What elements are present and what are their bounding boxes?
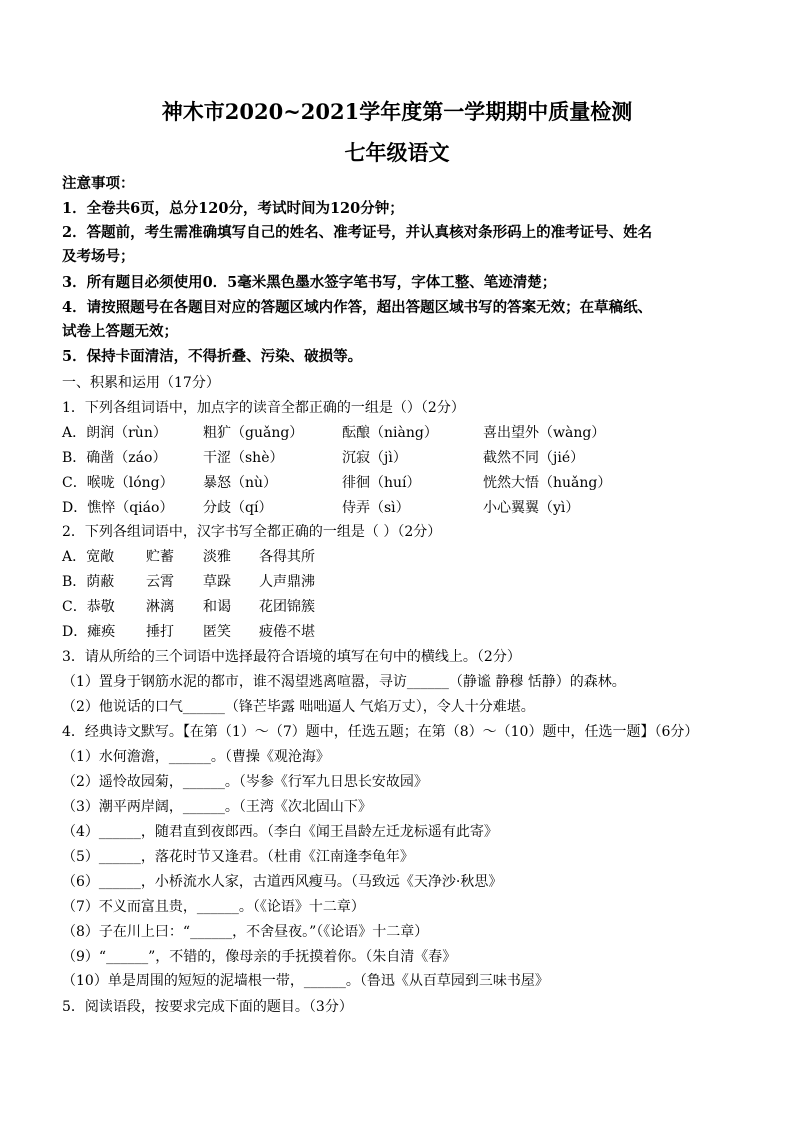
option-cell: A．宽敞 <box>62 549 115 565</box>
option-cell: C．喉咙（lóng） <box>62 475 174 491</box>
question-1-stem: 1．下列各组词语中，加点字的读音全都正确的一组是（）（2分） <box>62 400 465 416</box>
notice-item: 试卷上答题无效； <box>62 323 178 340</box>
option-cell: 匿笑 <box>203 624 231 640</box>
notice-item: 1．全卷共6页，总分120分，考试时间为120分钟； <box>62 200 404 217</box>
option-cell: 草跺 <box>203 574 231 590</box>
question-5-stem: 5．阅读语段，按要求完成下面的题目。（3分） <box>62 999 353 1015</box>
question-4-item: （10）单是周围的短短的泥墙根一带，______。（鲁迅《从百草园到三味书屋》 <box>62 973 549 989</box>
option-cell: 沉寂（jì） <box>342 450 407 466</box>
question-4-item: （4）______，随君直到夜郎西。（李白《闻王昌龄左迁龙标遥有此寄》 <box>62 824 498 840</box>
option-cell: 捶打 <box>146 624 174 640</box>
question-2-stem: 2．下列各组词语中，汉字书写全都正确的一组是（ ）（2分） <box>62 524 442 540</box>
notice-item: 4．请按照题号在各题目对应的答题区域内作答，超出答题区域书写的答案无效；在草稿纸、 <box>62 299 653 316</box>
question-4-item: （3）潮平两岸阔，______。（王湾《次北固山下》 <box>62 799 372 815</box>
option-cell: 人声鼎沸 <box>259 574 315 590</box>
option-cell: 淋漓 <box>146 599 174 615</box>
option-cell: B．荫蔽 <box>62 574 115 590</box>
option-cell: 各得其所 <box>259 549 315 565</box>
notice-item: 及考场号； <box>62 248 135 265</box>
question-4-item: （7）不义而富且贵，______。（《论语》十二章） <box>62 899 365 915</box>
option-cell: A．朗润（rùn） <box>62 425 167 441</box>
question-4-item: （9）“______”，不错的，像母亲的手抚摸着你。（朱自清《春》 <box>62 949 457 965</box>
option-cell: 恍然大悟（huǎng） <box>483 475 612 491</box>
question-3-item: （1）置身于钢筋水泥的都市，谁不渴望逃离喧嚣，寻访______（静谧 静穆 恬静）的森林。 <box>62 674 626 690</box>
option-cell: 酝酿（niàng） <box>342 425 438 441</box>
option-cell: 小心翼翼（yì） <box>483 500 580 516</box>
notice-heading: 注意事项： <box>62 175 135 192</box>
question-4-item: （6）______，小桥流水人家，古道西风瘦马。（马致远《天净沙·秋思》 <box>62 874 503 890</box>
question-4-item: （2）遥怜故园菊，______。（岑参《行军九日思长安故园》 <box>62 774 428 790</box>
question-3-item: （2）他说话的口气______（锋芒毕露 咄咄逼人 气焰万丈），令人十分难堪。 <box>62 699 535 715</box>
option-cell: 和谒 <box>203 599 231 615</box>
notice-item: 3．所有题目必须使用0．5毫米黑色墨水签字笔书写，字体工整、笔迹清楚； <box>62 274 557 291</box>
question-4-item: （8）子在川上曰：“______，不舍昼夜。”（《论语》十二章） <box>62 924 429 940</box>
option-cell: 淡雅 <box>203 549 231 565</box>
option-cell: 贮蓄 <box>146 549 174 565</box>
option-cell: 花团锦簇 <box>259 599 315 615</box>
question-4-stem: 4．经典诗文默写。【在第（1）～（7）题中，任选五题；在第（8）～（10）题中，任选一题】（6分） <box>62 724 699 740</box>
option-cell: 分歧（qí） <box>203 500 273 516</box>
option-cell: 截然不同（jié） <box>483 450 585 466</box>
notice-item: 2．答题前，考生需准确填写自己的姓名、准考证号，并认真核对条形码上的准考证号、姓名 <box>62 224 653 241</box>
question-4-item: （5）______，落花时节又逢君。（杜甫《江南逢李龟年》 <box>62 849 414 865</box>
question-3-stem: 3．请从所给的三个词语中选择最符合语境的填写在句中的横线上。（2分） <box>62 649 521 665</box>
option-cell: D．憔悴（qiáo） <box>62 500 174 516</box>
option-cell: 疲倦不堪 <box>259 624 315 640</box>
option-cell: 徘徊（huí） <box>342 475 421 491</box>
option-cell: 云霄 <box>146 574 174 590</box>
question-4-item: （1）水何澹澹，______。（曹操《观沧海》 <box>62 749 330 765</box>
option-cell: D．瘫痪 <box>62 624 116 640</box>
page-subtitle: 七年级语文 <box>344 140 450 165</box>
option-cell: 粗犷（guǎng） <box>203 425 304 441</box>
option-cell: 暴怒（nù） <box>203 475 278 491</box>
option-cell: 侍弄（sì） <box>342 500 410 516</box>
option-cell: C．恭敬 <box>62 599 115 615</box>
section-heading: 一、积累和运用（17分） <box>62 375 220 391</box>
option-cell: B．确凿（záo） <box>62 450 167 466</box>
option-cell: 喜出望外（wàng） <box>483 425 606 441</box>
option-cell: 干涩（shè） <box>203 450 284 466</box>
page-title: 神木市2020~2021学年度第一学期期中质量检测 <box>161 99 633 124</box>
notice-item: 5．保持卡面清洁，不得折叠、污染、破损等。 <box>62 348 363 365</box>
